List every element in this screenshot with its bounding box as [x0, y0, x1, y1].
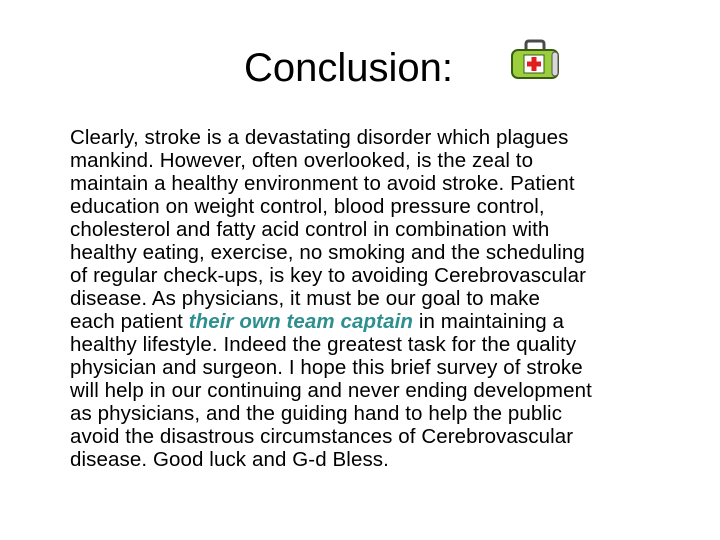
body-line: healthy lifestyle. Indeed the greatest task for the quality	[70, 333, 577, 356]
body-line: disease. Good luck and G-d Bless.	[70, 448, 389, 471]
body-line: Clearly, stroke is a devastating disorder which plagues	[70, 126, 569, 149]
slide-title: Conclusion:	[244, 46, 454, 90]
body-line: of regular check-ups, is key to avoiding Cerebrovascular	[70, 264, 587, 287]
highlight-after: in maintaining a	[413, 310, 565, 333]
body-line: cholesterol and fatty acid control in combination with	[70, 218, 550, 241]
body-line: will help in our continuing and never ending development	[70, 379, 592, 402]
body-line: healthy eating, exercise, no smoking and the scheduling	[70, 241, 585, 264]
body-line: avoid the disastrous circumstances of Cerebrovascular	[70, 425, 574, 448]
body-line: education on weight control, blood pressure control,	[70, 195, 545, 218]
highlight-before: each patient	[70, 310, 189, 333]
body-text	[70, 126, 710, 471]
body-line: maintain a healthy environment to avoid stroke. Patient	[70, 172, 575, 195]
team-captain-emphasis: their own team captain	[188, 310, 414, 333]
body-line: mankind. However, often overlooked, is the zeal to	[70, 149, 534, 172]
body-line: disease. As physicians, it must be our goal to make	[70, 287, 541, 310]
highlight-line	[70, 310, 710, 333]
body-line: physician and surgeon. I hope this brief survey of stroke	[70, 356, 583, 379]
medical-kit-icon	[508, 38, 562, 82]
body-line: as physicians, and the guiding hand to help the public	[70, 402, 563, 425]
